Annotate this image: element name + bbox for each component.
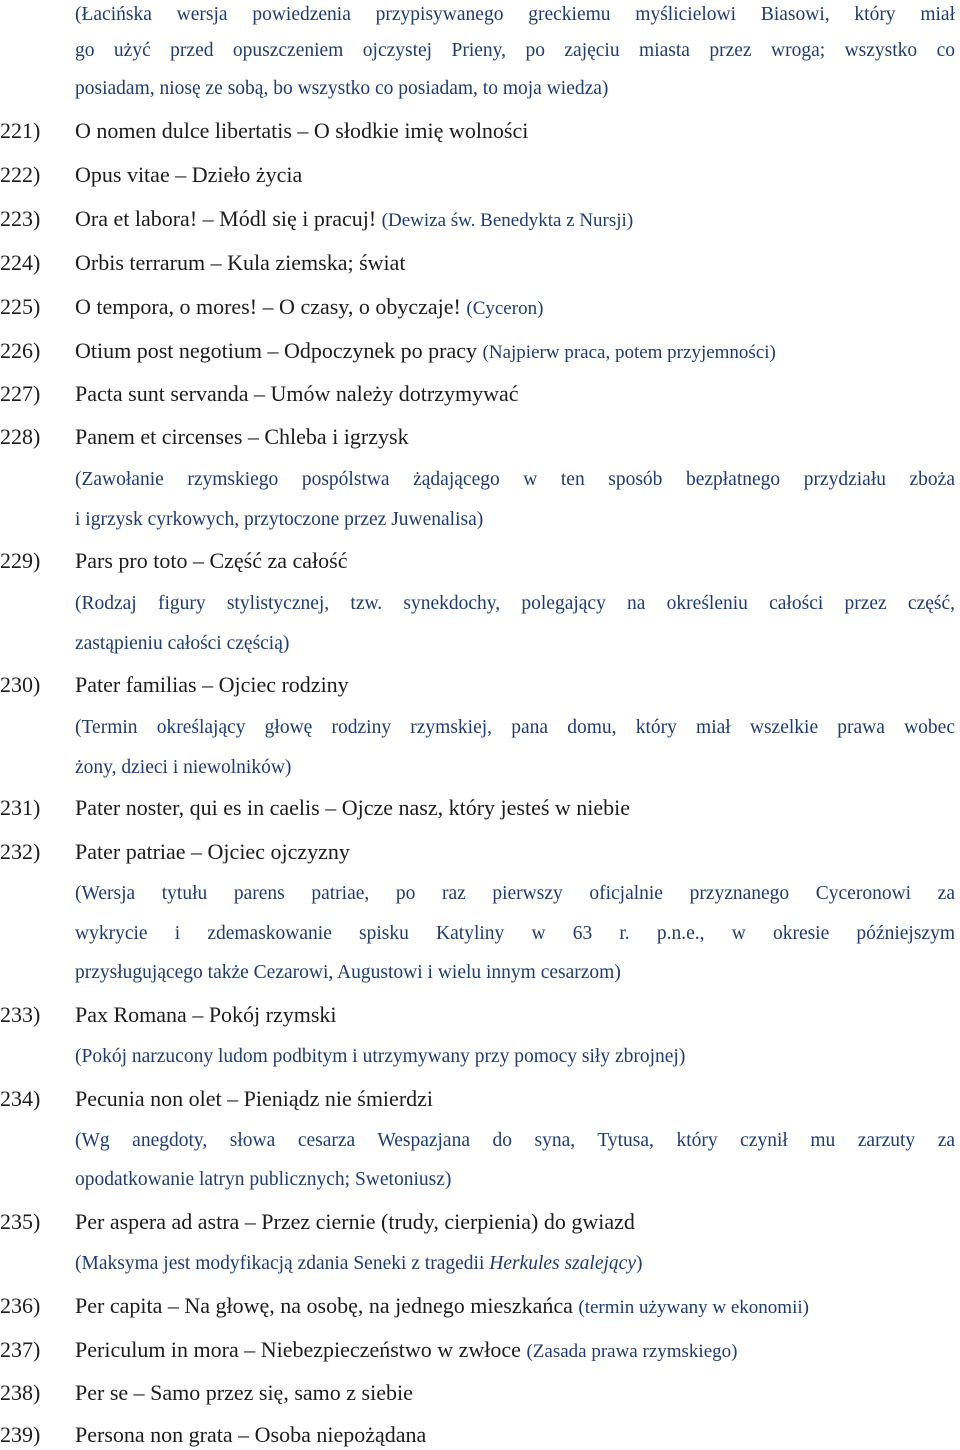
desc-close: ) — [635, 1253, 643, 1274]
entry-number: 238) — [0, 1380, 41, 1405]
entry-number: 239) — [0, 1422, 41, 1447]
entry-text: Panem et circenses – Chleba i igrzysk — [75, 424, 409, 449]
entry-number: 224) — [0, 250, 41, 275]
entry-text: Per aspera ad astra – Przez ciernie (trudy, cierpienia) do gwiazd — [75, 1209, 635, 1234]
entry-text: O nomen dulce libertatis – O słodkie imię wolności — [75, 118, 529, 143]
entry-text: O tempora, o mores! – O czasy, o obyczaje! — [75, 294, 461, 319]
entry-note: (Najpierw praca, potem przyjemności) — [482, 342, 776, 363]
desc-text: (Maksyma jest modyfikacją zdania Seneki z tragedii — [75, 1253, 490, 1274]
entry-note: (Zasada prawa rzymskiego) — [526, 1341, 738, 1362]
entry-number: 229) — [0, 548, 41, 573]
entry-number: 223) — [0, 206, 41, 231]
entry-number: 236) — [0, 1293, 41, 1318]
entry-228-desc-2: i igrzysk cyrkowych, przytoczone przez Juwenalisa) — [75, 509, 484, 530]
entry-note: (Dewiza św. Benedykta z Nursji) — [381, 210, 634, 231]
entry-230-desc-1: (Termin określający głowę rodziny rzymskiej, pana domu, który miał wszelkie prawa wobec — [75, 717, 955, 738]
entry-number: 237) — [0, 1337, 41, 1362]
entry-text: Pater noster, qui es in caelis – Ojcze nasz, który jesteś w niebie — [75, 795, 631, 820]
entry-number: 225) — [0, 294, 41, 319]
entry-number: 231) — [0, 795, 41, 820]
entry-232-desc-2: wykrycie i zdemaskowanie spisku Katyliny w 63 r. p.n.e., w okresie późniejszym — [75, 923, 955, 944]
entry-229-desc-1: (Rodzaj figury stylistycznej, tzw. synekdochy, polegający na określeniu całości przez część, — [75, 593, 955, 614]
entry-number: 226) — [0, 338, 41, 363]
entry-number: 228) — [0, 424, 41, 449]
entry-text: Pecunia non olet – Pieniądz nie śmierdzi — [75, 1086, 434, 1111]
intro-line-1: (Łacińska wersja powiedzenia przypisywanego greckiemu myślicielowi Biasowi, który miał — [75, 4, 955, 25]
tragedy-title: Herkules szalejący — [489, 1253, 636, 1274]
entry-number: 221) — [0, 118, 41, 143]
entry-text: Pater patriae – Ojciec ojczyzny — [75, 839, 350, 864]
entry-text: Opus vitae – Dzieło życia — [75, 162, 303, 187]
entry-text: Pater familias – Ojciec rodziny — [75, 672, 349, 697]
entry-228-desc-1: (Zawołanie rzymskiego pospólstwa żądającego w ten sposób bezpłatnego przydziału zboża — [75, 469, 955, 490]
entry-number: 222) — [0, 162, 41, 187]
entry-text: Pax Romana – Pokój rzymski — [75, 1002, 337, 1027]
entry-text: Pars pro toto – Część za całość — [75, 548, 348, 573]
entry-number: 230) — [0, 672, 41, 697]
entry-number: 233) — [0, 1002, 41, 1027]
entry-232-desc-3: przysługującego także Cezarowi, Augustowi i wielu innym cesarzom) — [75, 962, 621, 983]
entry-text: Per se – Samo przez się, samo z siebie — [75, 1380, 413, 1405]
entry-233-desc-1: (Pokój narzucony ludom podbitym i utrzymywany przy pomocy siły zbrojnej) — [75, 1046, 686, 1067]
entry-note: (Cyceron) — [466, 298, 544, 319]
intro-line-3: posiadam, niosę ze sobą, bo wszystko co posiadam, to moja wiedza) — [75, 78, 609, 99]
entry-text: Periculum in mora – Niebezpieczeństwo w zwłoce — [75, 1337, 521, 1362]
entry-note: (termin używany w ekonomii) — [578, 1297, 809, 1318]
intro-line-2: go użyć przed opuszczeniem ojczystej Prieny, po zajęciu miasta przez wroga; wszystko co — [75, 40, 955, 61]
entry-text: Pacta sunt servanda – Umów należy dotrzymywać — [75, 381, 519, 406]
entry-232-desc-1: (Wersja tytułu parens patriae, po raz pierwszy oficjalnie przyznanego Cyceronowi za — [75, 883, 955, 904]
entry-234-desc-1: (Wg anegdoty, słowa cesarza Wespazjana do syna, Tytusa, który czynił mu zarzuty za — [75, 1130, 955, 1151]
entry-number: 232) — [0, 839, 41, 864]
entry-number: 234) — [0, 1086, 41, 1111]
entry-text: Ora et labora! – Módl się i pracuj! — [75, 206, 377, 231]
entry-229-desc-2: zastąpieniu całości częścią) — [75, 633, 290, 654]
entry-number: 235) — [0, 1209, 41, 1234]
entry-230-desc-2: żony, dzieci i niewolników) — [75, 757, 292, 778]
entry-text: Orbis terrarum – Kula ziemska; świat — [75, 250, 406, 275]
entry-235-desc — [75, 1249, 955, 1279]
entry-234-desc-2: opodatkowanie latryn publicznych; Swetoniusz) — [75, 1169, 452, 1190]
entry-number: 227) — [0, 381, 41, 406]
entry-text: Persona non grata – Osoba niepożądana — [75, 1422, 427, 1447]
entry-text: Otium post negotium – Odpoczynek po pracy — [75, 338, 478, 363]
entry-text: Per capita – Na głowę, na osobę, na jednego mieszkańca — [75, 1293, 573, 1318]
